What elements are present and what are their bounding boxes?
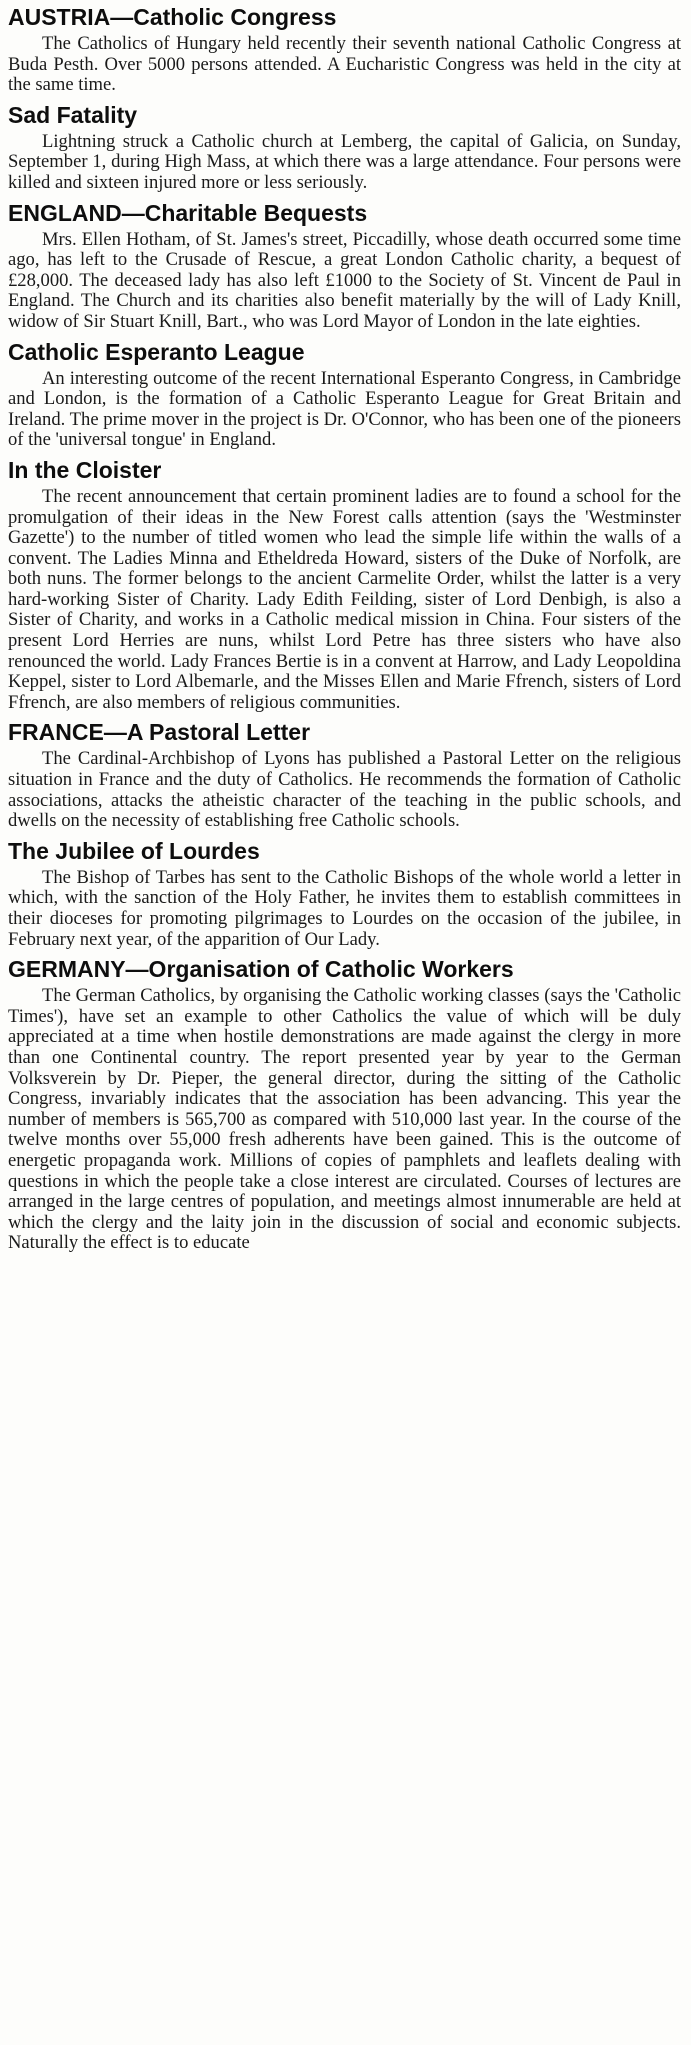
article-esperanto [8, 339, 681, 451]
article-body: Lightning struck a Catholic church at Lemberg, the capital of Galicia, on Sunday, September 1, during High Mass, at which there was a large attendance. Four persons were killed and sixteen injured more or less seriously. [8, 130, 681, 193]
article-heading: Sad Fatality [8, 101, 138, 128]
article-heading: The Jubilee of Lourdes [8, 837, 260, 864]
article-heading: In the Cloister [8, 456, 162, 483]
article-cloister [8, 457, 681, 714]
article-germany [8, 956, 681, 1254]
article-body: The Catholics of Hungary held recently their seventh national Catholic Congress at Buda Pesth. Over 5000 persons attended. A Eucharistic Congress was held in the city at the same time. [8, 33, 681, 96]
article-heading: GERMANY—Organisation of Catholic Workers [8, 956, 514, 983]
article-england [8, 200, 681, 333]
article-austria [8, 4, 681, 96]
article-body: Mrs. Ellen Hotham, of St. James's street, Piccadilly, whose death occurred some time ago, has left to the Crusade of Rescue, a great London Catholic charity, a bequest of £28,000. The deceased lady has also left £1000 to the Society of St. Vincent de Paul in England. The Church and its charities also benefit materially by the will of Lady Knill, widow of Sir Stuart Knill, Bart., who was Lord Mayor of London in the late eighties. [8, 228, 681, 332]
article-body: The Cardinal-Archbishop of Lyons has published a Pastoral Letter on the religious situation in France and the duty of Catholics. He recommends the formation of Catholic associations, attacks the atheistic character of the teaching in the public schools, and dwells on the necessity of establishing free Catholic schools. [8, 748, 681, 832]
article-heading: Catholic Esperanto League [8, 338, 305, 365]
article-heading: FRANCE—A Pastoral Letter [8, 719, 311, 746]
article-heading: ENGLAND—Charitable Bequests [8, 199, 368, 226]
article-body: An interesting outcome of the recent International Esperanto Congress, in Cambridge and London, is the formation of a Catholic Esperanto League for Great Britain and Ireland. The prime mover in the project is Dr. O'Connor, who has been one of the pioneers of the 'universal tongue' in England. [8, 367, 681, 451]
article-body: The Bishop of Tarbes has sent to the Catholic Bishops of the whole world a letter in which, with the sanction of the Holy Father, he invites them to establish committees in their dioceses for promoting pilgrimages to Lourdes on the occasion of the jubilee, in February next year, of the apparition of Our Lady. [8, 866, 681, 950]
article-body: The recent announcement that certain prominent ladies are to found a school for the promulgation of their ideas in the New Forest calls attention (says the 'Westminster Gazette') to the number of titled women who lead the simple life within the walls of a convent. The Ladies Minna and Etheldreda Howard, sisters of the Duke of Norfolk, are both nuns. The former belongs to the ancient Carmelite Order, whilst the latter is a very hard-working Sister of Charity. Lady Edith Feilding, sister of Lord Denbigh, is also a Sister of Charity, and works in a Catholic medical mission in China. Four sisters of the present Lord Herries are nuns, whilst Lord Petre has three sisters who have also renounced the world. Lady Frances Bertie is in a convent at Harrow, and Lady Leopoldina Keppel, sister to Lord Albemarle, and the Misses Ellen and Marie Ffrench, sisters of Lord Ffrench, are also members of religious communities. [8, 485, 681, 713]
article-body: The German Catholics, by organising the Catholic working classes (says the 'Catholic Times'), have set an example to other Catholics the value of which will be duly appreciated at a time when hostile demonstrations are made against the clergy in more than one Continental country. The report presented year by year to the German Volksverein by Dr. Pieper, the general director, during the sitting of the Catholic Congress, invariably indicates that the association has been advancing. This year the number of members is 565,700 as compared with 510,000 last year. In the course of the twelve months over 55,000 fresh adherents have been gained. This is the outcome of energetic propaganda work. Millions of copies of pamphlets and leaflets dealing with questions in which the people take a close interest are circulated. Courses of lectures are arranged in the large centres of population, and meetings almost innumerable are held at which the clergy and the laity join in the discussion of social and economic subjects. Naturally the effect is to educate [8, 985, 681, 1254]
article-lourdes [8, 838, 681, 950]
article-sad-fatality [8, 102, 681, 194]
article-france [8, 719, 681, 831]
article-heading: AUSTRIA—Catholic Congress [8, 4, 337, 30]
